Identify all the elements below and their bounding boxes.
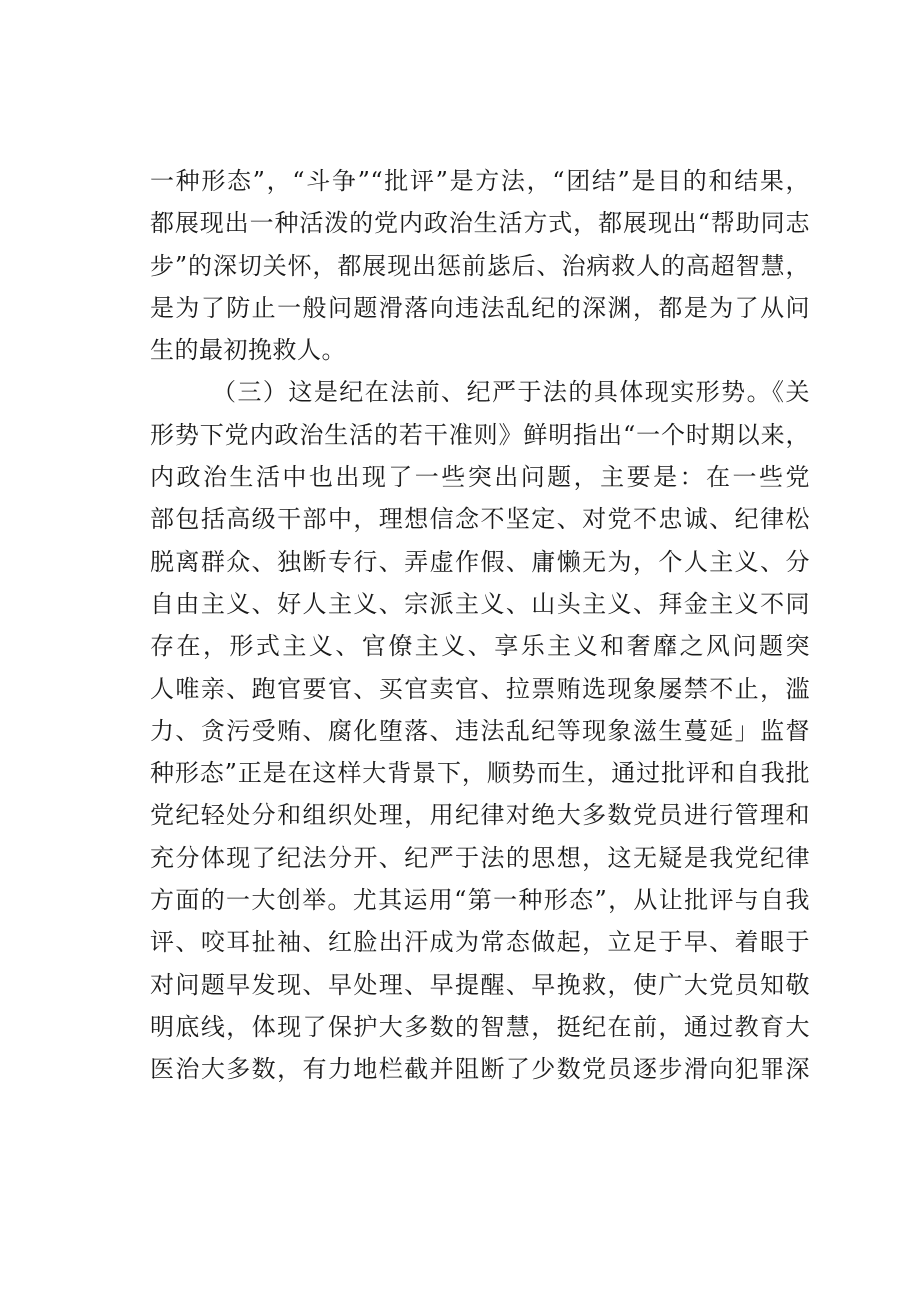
text-line: 力、贪污受贿、腐化堕落、违法乱纪等现象滋生蔓延」监督	[150, 716, 810, 745]
text-line: 形势下党内政治生活的若干准则》鲜明指出“一个时期以来，	[150, 420, 810, 449]
text-line: 生的最初挽救人。	[150, 336, 346, 365]
text-line: 是为了防止一般问题滑落向违法乱纪的深渊，都是为了从问	[150, 293, 810, 322]
text-line: 内政治生活中也出现了一些突出问题，主要是：在一些党	[150, 463, 810, 492]
text-line: 种形态”正是在这样大背景下，顺势而生，通过批评和自我批	[150, 759, 810, 788]
text-line: 脱离群众、独断专行、弄虚作假、庸懒无为，个人主义、分	[150, 547, 810, 576]
text-line: 医治大多数，有力地栏截并阻断了少数党员逐步滑向犯罪深	[150, 1055, 810, 1084]
text-line: 都展现出一种活泼的党内政治生活方式，都展现出“帮助同志	[150, 209, 810, 238]
body-text	[150, 160, 810, 1091]
text-line: 充分体现了纪法分开、纪严于法的思想，这无疑是我党纪律	[150, 843, 810, 872]
paragraph-heading-line: （三）这是纪在法前、纪严于法的具体现实形势。《关	[212, 378, 810, 407]
text-line: 明底线，体现了保护大多数的智慧，挺纪在前，通过教育大	[150, 1012, 810, 1041]
text-line: 党纪轻处分和组织处理，用纪律对绝大多数党员进行管理和	[150, 801, 810, 830]
text-line: 存在，形式主义、官僚主义、享乐主义和奢靡之风问题突	[150, 632, 810, 661]
text-line: 评、咬耳扯袖、红脸出汗成为常态做起，立足于早、着眼于	[150, 928, 810, 957]
text-line: 人唯亲、跑官要官、买官卖官、拉票贿选现象屡禁不止，滥	[150, 674, 810, 703]
text-line: 一种形态”，“斗争”“批评”是方法，“团结”是目的和结果，	[150, 167, 810, 195]
text-line: 方面的一大创举。尤其运用“第一种形态”，从让批评与自我	[150, 886, 810, 915]
text-line: 步”的深切关怀，都展现出惩前毖后、治病救人的高超智慧，	[150, 251, 810, 280]
text-line: 部包括高级干部中，理想信念不坚定、对党不忠诚、纪律松	[150, 505, 810, 534]
text-line: 自由主义、好人主义、宗派主义、山头主义、拜金主义不同	[150, 589, 810, 618]
text-line: 对问题早发现、早处理、早提醒、早挽救，使广大党员知敬	[150, 970, 810, 999]
